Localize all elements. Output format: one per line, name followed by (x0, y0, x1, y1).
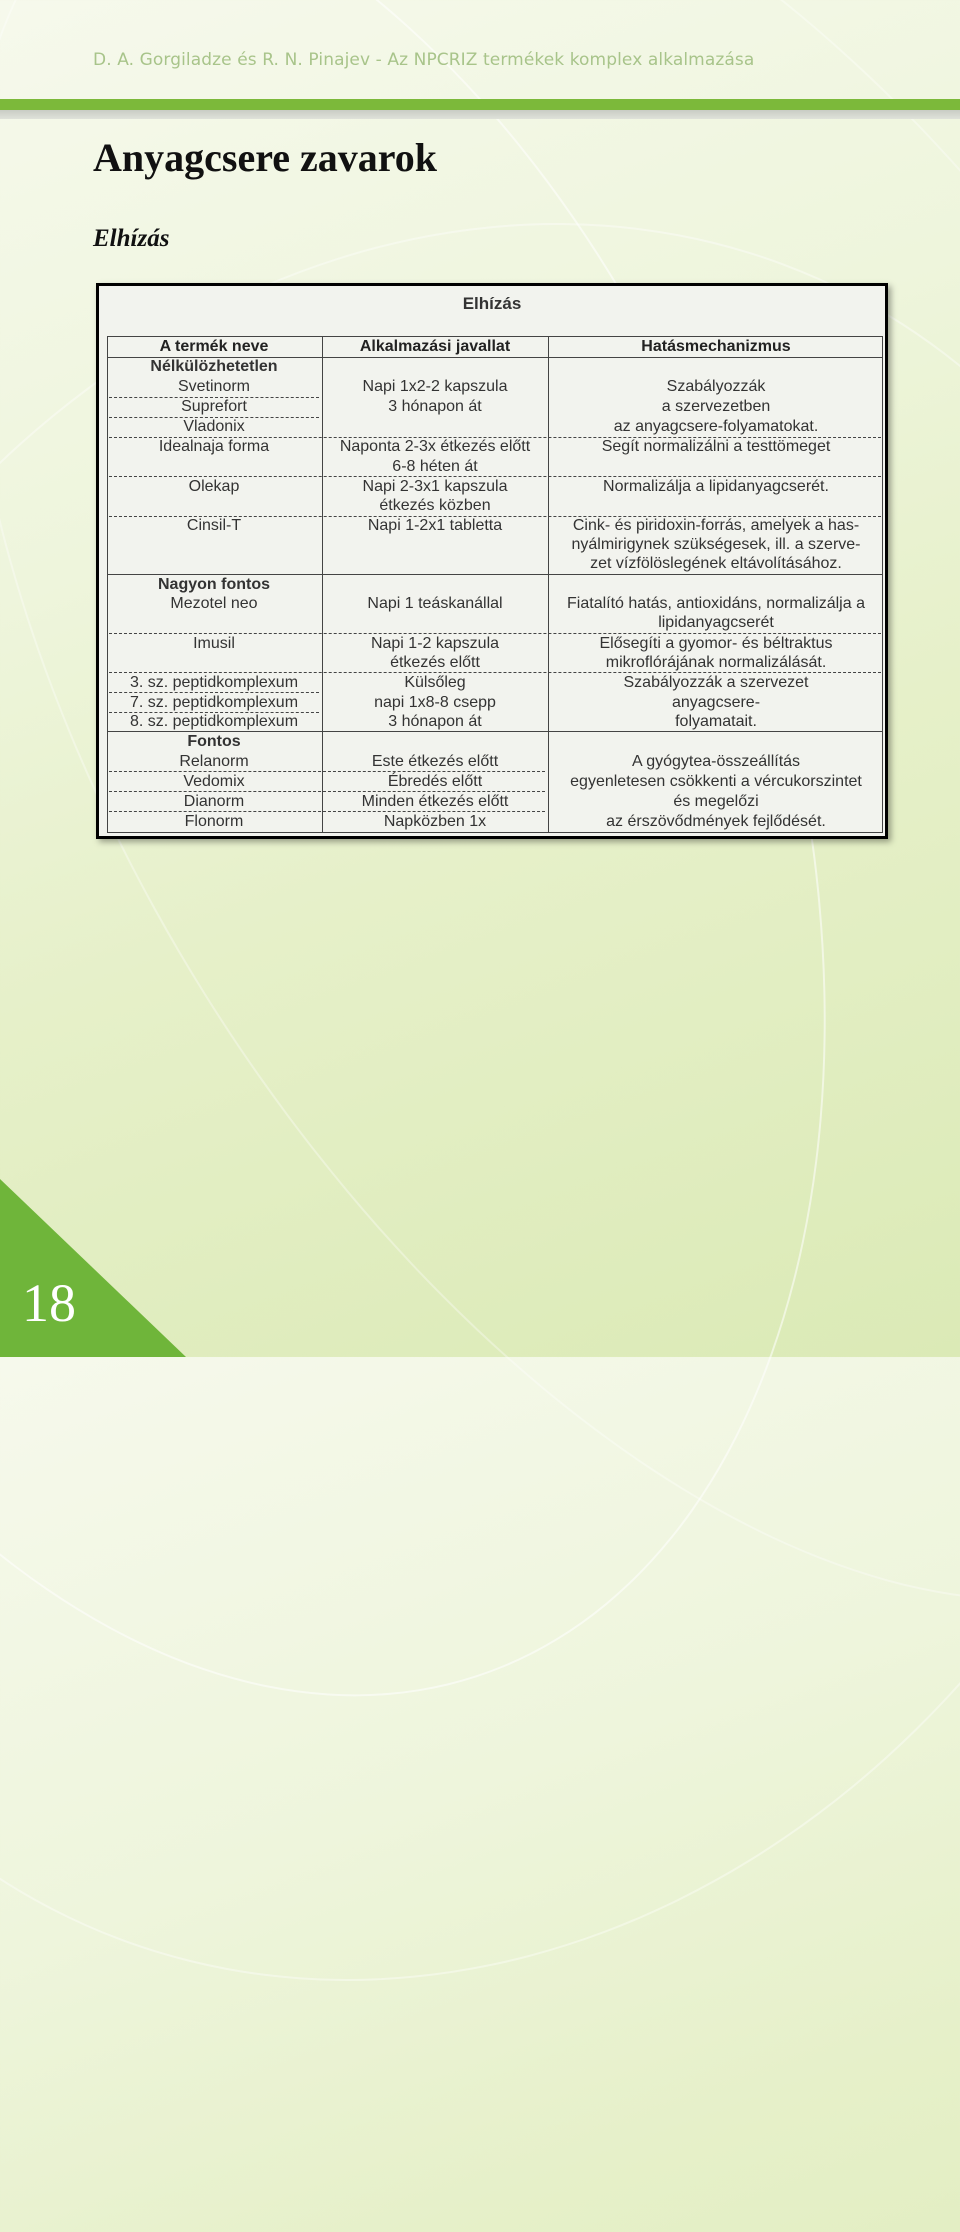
mechanism-text: nyálmirigynek szükségesek, ill. a szerve- (571, 536, 861, 553)
product-name: Vedomix (183, 773, 245, 790)
mechanism-text: az érszövődmények fejlődését. (606, 813, 826, 830)
usage-text: Napi 1 teáskanállal (367, 595, 503, 612)
mechanism-text: Segít normalizálni a testtömeget (601, 438, 831, 455)
header-rule (0, 99, 960, 110)
usage-text: Naponta 2-3x étkezés előtt (339, 438, 531, 455)
table-image (96, 283, 888, 839)
product-name: Cinsil-T (186, 517, 242, 534)
product-name: Olekap (188, 478, 240, 495)
usage-text: 3 hónapon át (388, 713, 482, 730)
product-table (107, 336, 883, 832)
mechanism-text: folyamatait. (675, 713, 757, 730)
product-name: Idealnaja forma (158, 438, 270, 455)
header-shadow-rule (0, 110, 960, 119)
product-name: 7. sz. peptidkomplexum (129, 694, 299, 711)
page-number: 18 (22, 1273, 76, 1333)
usage-text: Napi 1-2x1 tabletta (367, 517, 503, 534)
product-name: Flonorm (184, 813, 244, 830)
table-border (107, 832, 883, 833)
mechanism-text: Elősegíti a gyomor- és béltraktus (599, 635, 833, 652)
group-label: Nélkülözhetetlen (150, 358, 278, 375)
column-header: Hatásmechanizmus (641, 338, 791, 355)
mechanism-text: a szervezetben (661, 398, 771, 415)
mechanism-text: anyagcsere- (671, 694, 761, 711)
product-name: Svetinorm (177, 378, 251, 395)
usage-text: Napi 1x2-2 kapszula (362, 378, 508, 395)
mechanism-text: lipidanyagcserét (658, 614, 774, 631)
usage-text: 3 hónapon át (388, 398, 482, 415)
product-name: Mezotel neo (170, 595, 258, 612)
usage-text: étkezés közben (379, 497, 491, 514)
usage-text: Este étkezés előtt (371, 753, 499, 770)
running-header: D. A. Gorgiladze és R. N. Pinajev - Az NPCRIZ termékek komplex alkalmazása (93, 50, 755, 70)
product-name: Relanorm (179, 753, 249, 770)
group-label: Fontos (187, 733, 241, 750)
usage-text: Ébredés előtt (387, 773, 483, 790)
mechanism-text: mikroflórájának normalizálását. (605, 654, 827, 671)
column-header: Alkalmazási javallat (359, 338, 511, 355)
mechanism-text: Normalizálja a lipidanyagcserét. (603, 478, 829, 495)
table-caption: Elhízás (462, 294, 522, 313)
usage-text: Napi 1-2 kapszula (370, 635, 500, 652)
product-name: Suprefort (181, 398, 247, 415)
usage-text: Külsőleg (404, 674, 466, 691)
mechanism-text: Fiatalító hatás, antioxidáns, normalizálja a (567, 595, 865, 612)
mechanism-text: Szabályozzák (666, 378, 766, 395)
page-title: Anyagcsere zavarok (93, 135, 438, 180)
column-header: A termék neve (159, 338, 269, 355)
usage-text: Napi 2-3x1 kapszula (362, 478, 508, 495)
mechanism-text: Szabályozzák a szervezet (623, 674, 809, 691)
product-name: 8. sz. peptidkomplexum (129, 713, 299, 730)
mechanism-text: A gyógytea-összeállítás (631, 753, 801, 770)
usage-text: Napközben 1x (383, 813, 487, 830)
mechanism-text: zet vízfölöslegének eltávolításához. (590, 555, 842, 572)
group-label: Nagyon fontos (158, 576, 270, 593)
product-name: 3. sz. peptidkomplexum (129, 674, 299, 691)
mechanism-text: az anyagcsere-folyamatokat. (613, 418, 819, 435)
mechanism-text: Cink- és piridoxin-forrás, amelyek a has- (572, 517, 860, 534)
mechanism-text: egyenletesen csökkenti a vércukorszintet (570, 773, 862, 790)
mechanism-text: és megelőzi (673, 793, 759, 810)
section-title: Elhízás (93, 225, 170, 252)
product-name: Dianorm (183, 793, 245, 810)
usage-text: 6-8 héten át (392, 458, 478, 475)
usage-text: Minden étkezés előtt (361, 793, 509, 810)
product-name: Imusil (193, 635, 235, 652)
usage-text: napi 1x8-8 csepp (374, 694, 496, 711)
usage-text: étkezés előtt (390, 654, 480, 671)
product-name: Vladonix (183, 418, 245, 435)
